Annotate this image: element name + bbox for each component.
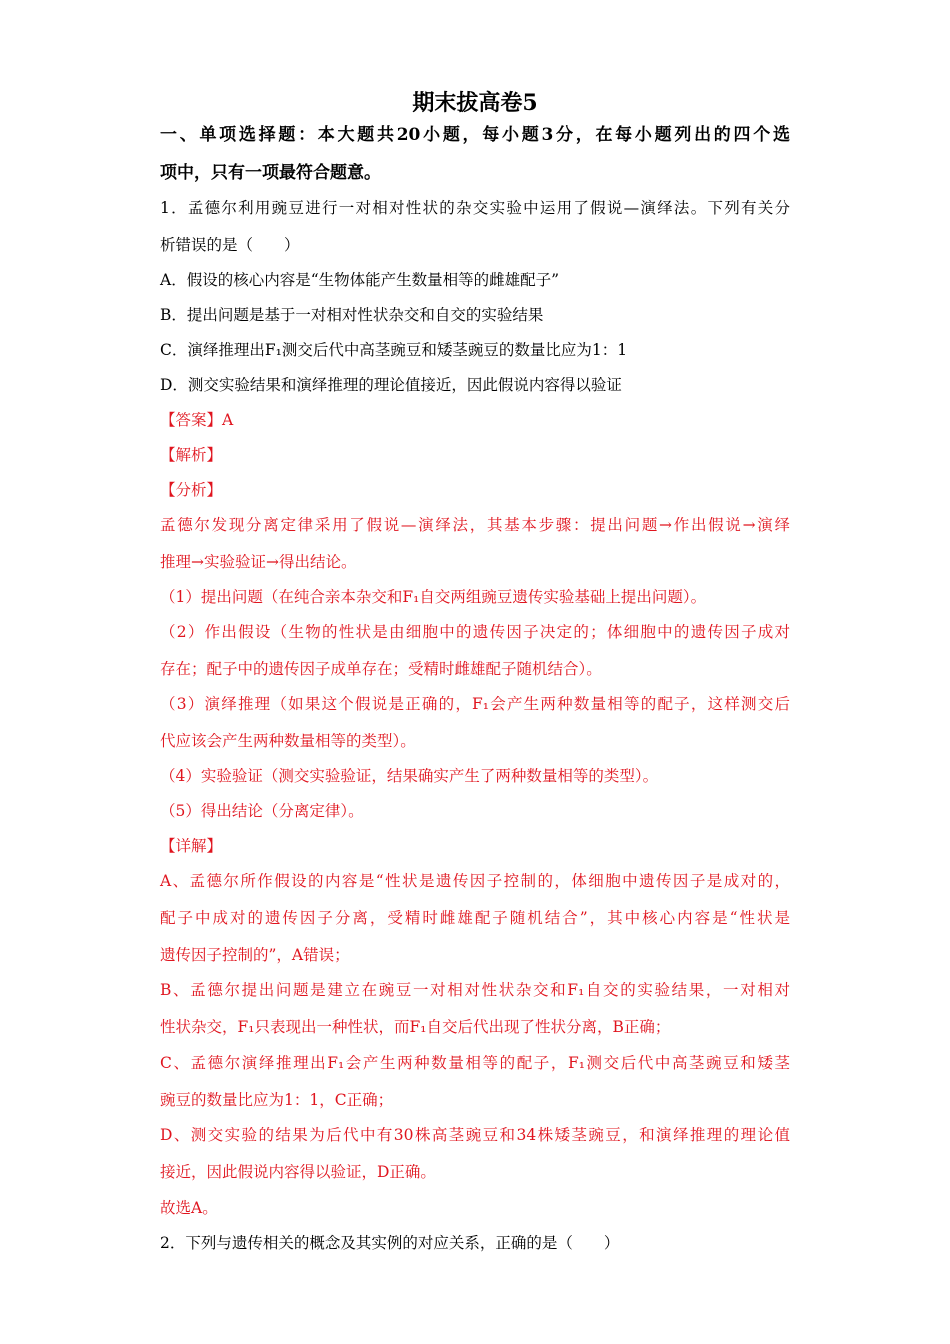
analysis-line: （1）提出问题（在纯合亲本杂交和F₁自交两组豌豆遗传实验基础上提出问题）。 [160,588,707,606]
analysis-line: 存在；配子中的遗传因子成单存在；受精时雌雄配子随机结合）。 [160,660,602,678]
section-heading: 项中，只有一项最符合题意。 [160,163,381,183]
analysis-line: （4）实验验证（测交实验验证，结果确实产生了两种数量相等的类型）。 [160,767,659,785]
detail-line: 配子中成对的遗传因子分离，受精时雌雄配子随机结合”，其中核心内容是“性状是 [160,909,790,927]
detail-line: D、测交实验的结果为后代中有30株高茎豌豆和34株矮茎豌豆，和演绎推理的理论值 [160,1126,790,1144]
detail-line: B、孟德尔提出问题是建立在豌豆一对相对性状杂交和F₁自交的实验结果，一对相对 [160,981,790,999]
xiangjie-label: 【详解】 [160,837,223,855]
analysis-line: （5）得出结论（分离定律）。 [160,802,364,820]
detail-line: 接近，因此假说内容得以验证，D正确。 [160,1163,436,1181]
conclusion-line: 故选A。 [160,1199,218,1217]
detail-line: A、孟德尔所作假设的内容是“性状是遗传因子控制的，体细胞中遗传因子是成对的， [160,872,790,890]
option-b: B．提出问题是基于一对相对性状杂交和自交的实验结果 [160,306,544,324]
question-stem: 1．孟德尔利用豌豆进行一对相对性状的杂交实验中运用了假说—演绎法。下列有关分 [160,199,790,217]
answer-label: 【答案】A [160,411,234,429]
analysis-line: 推理→实验验证→得出结论。 [160,553,357,571]
detail-line: 遗传因子控制的”，A错误； [160,946,350,964]
page-title: 期末拔高卷5 [412,90,538,116]
analysis-line: 孟德尔发现分离定律采用了假说—演绎法，其基本步骤：提出问题→作出假说→演绎 [160,516,790,534]
detail-line: C、孟德尔演绎推理出F₁会产生两种数量相等的配子，F₁测交后代中高茎豌豆和矮茎 [160,1054,790,1072]
question-stem: 2．下列与遗传相关的概念及其实例的对应关系，正确的是（ ） [160,1234,620,1252]
analysis-line: （2）作出假设（生物的性状是由细胞中的遗传因子决定的；体细胞中的遗传因子成对 [160,623,790,641]
analysis-line: 代应该会产生两种数量相等的类型）。 [160,732,416,750]
option-d: D．测交实验结果和演绎推理的理论值接近，因此假说内容得以验证 [160,376,622,394]
section-heading: 一、单项选择题：本大题共20小题，每小题3分，在每小题列出的四个选 [160,125,790,145]
detail-line: 性状杂交，F₁只表现出一种性状，而F₁自交后代出现了性状分离，B正确； [160,1018,671,1036]
option-a: A．假设的核心内容是“生物体能产生数量相等的雌雄配子” [160,271,560,289]
option-c: C．演绎推理出F₁测交后代中高茎豌豆和矮茎豌豆的数量比应为1：1 [160,341,628,359]
analysis-line: （3）演绎推理（如果这个假说是正确的，F₁会产生两种数量相等的配子，这样测交后 [160,695,790,713]
fenxi-label: 【分析】 [160,481,223,499]
jiexi-label: 【解析】 [160,446,223,464]
question-stem: 析错误的是（ ） [160,236,300,254]
detail-line: 豌豆的数量比应为1：1，C正确； [160,1091,394,1109]
